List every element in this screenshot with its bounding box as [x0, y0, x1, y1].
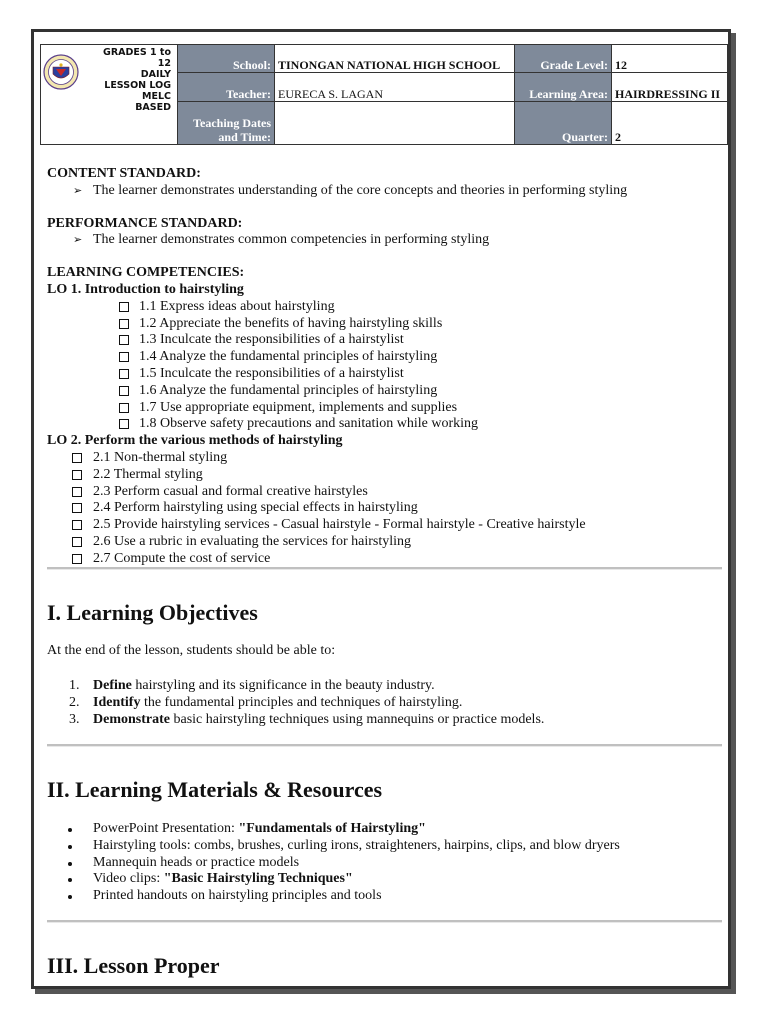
- list-item: Mannequin heads or practice models: [47, 855, 722, 872]
- list-item: Video clips: "Basic Hairstyling Techniques": [47, 871, 722, 888]
- lo2-list: [47, 450, 722, 568]
- grade-level-label: Grade Level:: [515, 45, 612, 73]
- checkbox-icon: [119, 403, 129, 413]
- arrow-bullet-icon: ➢: [73, 234, 83, 247]
- materials-list: [47, 821, 722, 905]
- quarter-label: Quarter:: [515, 102, 612, 145]
- dates-value: [275, 102, 515, 145]
- checkbox-icon: [119, 419, 129, 429]
- materials-heading: II. Learning Materials & Resources: [47, 777, 383, 802]
- lo1-title: LO 1. Introduction to hairstyling: [47, 281, 244, 297]
- grade-level-value: 12: [612, 45, 728, 73]
- content-standard-heading: CONTENT STANDARD:: [47, 166, 201, 181]
- list-item: 1.8 Observe safety precautions and sanitation while working: [47, 416, 722, 433]
- bullet-icon: [68, 862, 72, 866]
- content-standard-item: ➢ The learner demonstrates understanding of the core concepts and theories in performing styling: [73, 182, 628, 198]
- list-item: 1.4 Analyze the fundamental principles of hairstyling: [47, 349, 722, 366]
- teacher-label: Teacher:: [178, 73, 275, 102]
- list-item: 2.6 Use a rubric in evaluating the services for hairstyling: [47, 534, 722, 551]
- checkbox-icon: [72, 487, 82, 497]
- list-item: 2. Identify the fundamental principles and techniques of hairstyling.: [69, 694, 463, 710]
- checkbox-icon: [119, 335, 129, 345]
- document-page: [31, 29, 731, 989]
- standards-section: [47, 166, 722, 568]
- teacher-value: EURECA S. LAGAN: [275, 73, 515, 102]
- school-value: TINONGAN NATIONAL HIGH SCHOOL: [275, 45, 515, 73]
- objectives-list: [47, 678, 722, 728]
- performance-standard-heading: PERFORMANCE STANDARD:: [47, 215, 243, 231]
- checkbox-icon: [72, 503, 82, 513]
- list-item: 1.6 Analyze the fundamental principles of hairstyling: [47, 383, 722, 400]
- dates-label: Teaching Dates and Time:: [178, 102, 275, 145]
- checkbox-icon: [72, 453, 82, 463]
- divider: [47, 920, 722, 923]
- list-item: PowerPoint Presentation: "Fundamentals of Hairstyling": [47, 821, 722, 838]
- bullet-icon: [68, 878, 72, 882]
- bullet-icon: [68, 845, 72, 849]
- header-table: [40, 44, 728, 145]
- page-shadow-bottom: [35, 989, 735, 994]
- objectives-heading: I. Learning Objectives: [47, 600, 258, 625]
- checkbox-icon: [119, 369, 129, 379]
- list-item: Printed handouts on hairstyling principles and tools: [47, 888, 722, 905]
- bullet-icon: [68, 828, 72, 832]
- divider: [47, 567, 722, 570]
- list-item: 1.7 Use appropriate equipment, implements and supplies: [47, 400, 722, 417]
- list-item: 2.7 Compute the cost of service: [47, 551, 722, 568]
- lesson-proper-heading: III. Lesson Proper: [47, 953, 220, 978]
- list-item: 2.1 Non-thermal styling: [47, 450, 722, 467]
- list-item: Hairstyling tools: combs, brushes, curling irons, straighteners, hairpins, clips, and blow dryers: [47, 838, 722, 855]
- objectives-intro: At the end of the lesson, students should be able to:: [47, 643, 336, 658]
- checkbox-icon: [119, 386, 129, 396]
- school-label: School:: [178, 45, 275, 73]
- checkbox-icon: [119, 352, 129, 362]
- performance-standard-item: ➢ The learner demonstrates common competencies in performing styling: [73, 232, 490, 248]
- lo1-list: [47, 299, 722, 433]
- learning-area-value: HAIRDRESSING II: [612, 73, 728, 102]
- list-item: 1.3 Inculcate the responsibilities of a hairstylist: [47, 332, 722, 349]
- checkbox-icon: [72, 537, 82, 547]
- list-item: 1.5 Inculcate the responsibilities of a hairstylist: [47, 366, 722, 383]
- competencies-heading: LEARNING COMPETENCIES:: [47, 265, 245, 281]
- list-item: 3. Demonstrate basic hairstyling techniques using mannequins or practice models.: [69, 711, 545, 727]
- divider: [47, 744, 722, 747]
- list-item: 2.3 Perform casual and formal creative hairstyles: [47, 484, 722, 501]
- deped-seal-icon: [43, 54, 79, 90]
- list-item: 1.2 Appreciate the benefits of having hairstyling skills: [47, 316, 722, 333]
- list-item: 1.1 Express ideas about hairstyling: [47, 299, 722, 316]
- quarter-value: 2: [612, 102, 728, 145]
- page-shadow-right: [731, 33, 736, 994]
- logo-cell: [41, 45, 178, 145]
- bullet-icon: [68, 895, 72, 899]
- checkbox-icon: [119, 302, 129, 312]
- list-item: 1. Define hairstyling and its significance in the beauty industry.: [69, 678, 435, 693]
- learning-area-label: Learning Area:: [515, 73, 612, 102]
- checkbox-icon: [72, 520, 82, 530]
- list-item: 2.2 Thermal styling: [47, 467, 722, 484]
- checkbox-icon: [72, 470, 82, 480]
- list-item: 2.5 Provide hairstyling services - Casual hairstyle - Formal hairstyle - Creative hairstyle: [47, 517, 722, 534]
- list-item: 2.4 Perform hairstyling using special effects in hairstyling: [47, 500, 722, 517]
- checkbox-icon: [72, 554, 82, 564]
- checkbox-icon: [119, 319, 129, 329]
- grades-label: GRADES 1 to 12 DAILY LESSON LOG MELC BASED: [103, 47, 171, 113]
- arrow-bullet-icon: ➢: [73, 184, 83, 197]
- lo2-title: LO 2. Perform the various methods of hairstyling: [47, 433, 343, 449]
